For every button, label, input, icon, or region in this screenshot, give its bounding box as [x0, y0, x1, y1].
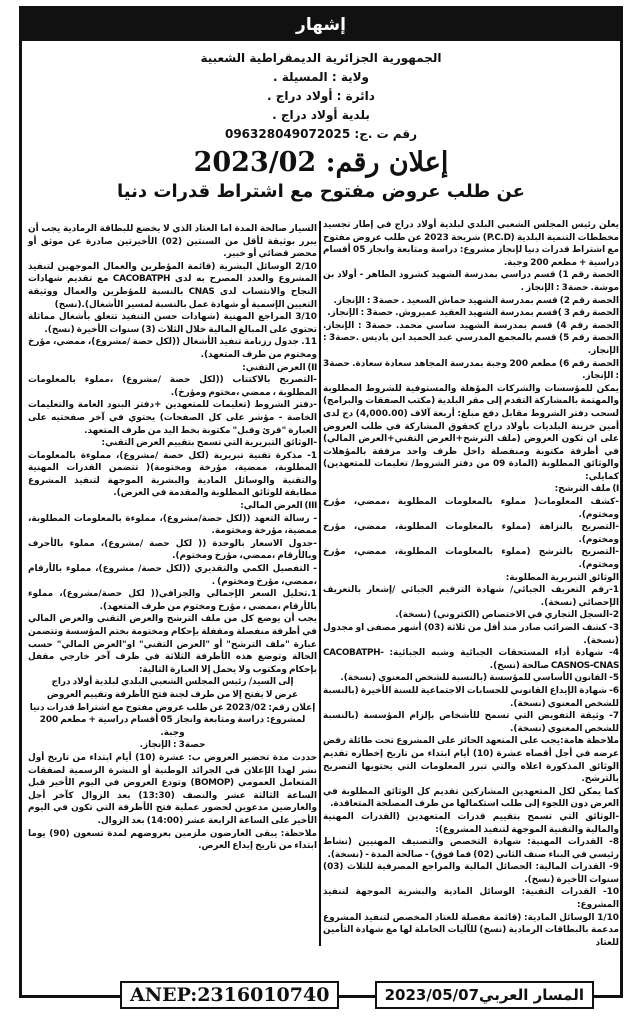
paragraph: -جدول الاسعار بالوحدة (( لكل حصة /مشروع)، مملوء بالأحرف وبالأرقام ،ممضي، مؤرخ ومختوم). — [28, 538, 317, 562]
paragraph: 4- شهادة أداء المستحقات الجبائية وشبه الجبائية: CACOBATPH-CASNOS-CNAS صالحة (نسخ). — [323, 648, 619, 671]
header-line: ولاية : المسيلة . — [272, 70, 370, 84]
ad-header — [22, 49, 620, 204]
paragraph: يجب أن يوضع كل من ملف الترشح والعرض التقني والعرض المالي في أظرفة منفصلة ومقفلة بإحكام ومختومة بختم المؤسسة وتتضمن عبارة "ملف الترشح" أو "العرض التقني" او"العرض المالي" حسب الحالة وتوضع هذه الأظرفة الثلاثة في ظرف آخر خارجي مقفل بإحكام ومكتوب ولا يحمل إلا العبارة التالية: — [28, 614, 317, 675]
publication-date: المسار العربي2023/05/07 — [375, 981, 594, 1009]
paragraph: يمكن للمؤسسات والشركات المؤهلة والمستوفية للشروط المطلوبة والمهتمة بالمشاركة التقدم إلى مقر البلدية (مكتب الصفقات والبرامج) لسحب دفتر الشروط مقابل دفع مبلغ: أربعة آلاف (4,000.00) دج لدى أمين خزينة البلديات بأولاد دراج كحقوق المشاركة في طلب العروض على ان تكون العروض (ملف الترشح+العرض التقني+العرض المالي) في أظرفة مكتوبة ومنفصلة داخل ظرف واحد مرفقة بالمؤهلات والوثائق المطلوبة (المادة 09 من دفتر الشروط/ تعليمات للمتعهدين) كمايلي: — [323, 383, 619, 482]
paragraph: الحصة رقم 2) قسم بمدرسة الشهيد حماش السعيد . حصة3 : الإنجاز. — [333, 295, 619, 306]
left-column — [28, 223, 317, 853]
right-column — [323, 219, 619, 949]
paragraph: 3/10 المراجع المهنية (شهادات حسن التنفيذ تتعلق بأشغال مماثلة تحتوي على المبالغ المالية خلال الثلاث (3) سنوات الأخيرة (نسخ). — [28, 312, 317, 335]
paragraph: I) ملف الترشح: — [554, 484, 619, 495]
ad-banner: إشهار — [22, 9, 620, 41]
paragraph: إلى السيد/ رئيس المجلس الشعبي البلدي لبلدية أولاد دراج — [51, 677, 294, 688]
paragraph: 8- القدرات المهنية: شهادة التخصص والتصنيف المهنيين (نشاط رئيسي في البناء صنف الثاني (02) فما فوق) - صالحة المدة - (نسخة). — [323, 837, 619, 860]
paragraph: الوثائق التبريرية المطلوبة: — [505, 572, 619, 583]
paragraph: السيار صالحة المدة اما العتاد الذي لا يخضع للبطاقة الرمادية يجب أن يبرر بوثيقة لأقل من السنتين (02) الأخيرتين صادرة عن موثق أو محضر قضائي أو خبير. — [28, 224, 317, 260]
paragraph: يعلن رئيس المجلس الشعبي البلدي لبلدية أولاد دراج في إطار تجسيد مخططات التنمية البلدية (P.C.D) شريحة 2023 عن طلب عروض مفتوح مع اشتراط قدرات دنيا لإنجاز مشروع: دراسة ومتابعة وانجاز 05 أقسام دراسية + مطعم 200 وجبة. — [323, 220, 620, 268]
paragraph: 6- شهادة الإيداع القانوني للحسابات الاجتماعية للسنة الأخيرة (بالنسبة للشخص المعنوي (نسخة). — [323, 685, 619, 709]
paragraph: II) العرض التقني: — [242, 362, 317, 373]
paragraph: 1.تحليل السعر الإجمالي والجزافي(( لكل حصة/مشروع)، مملوء بالأرقام ،ممضي ، مؤرخ ومختوم من طرف المتعهد). — [28, 589, 317, 612]
paragraph: - التفصيل الكمي والتقديري ((لكل حصة/ مشروع)، مملوء بالأرقام ،ممضي، مؤرخ ومختوم) . — [28, 564, 317, 587]
paragraph: 3- كشف الضرائب صادر منذ أقل من ثلاثة (03) أشهر مصفى او مجدول (نسخة). — [323, 623, 619, 646]
paragraph: الحصة رقم 4) قسم بمدرسة الشهيد ساسي محمد. حصة3 : الإنجاز. الحصة رقم 5) قسم بالمجمع المدرسي عبد الحميد ابن باديس .حصة3 : الإنجاز. — [323, 320, 619, 356]
paragraph: 5- القانون الأساسي للمؤسسة (بالنسبة للشخص المعنوي (نسخة). — [340, 673, 619, 684]
paragraph: 10- القدرات التقنية: الوسائل المادية والبشرية الموجهة لتنفيذ المشروع: — [323, 887, 619, 911]
paragraph: 1/10 الوسائل المادية: (قائمة مفصلة للعتاد المخصص لتنفيذ المشروع مدعمة بالبطاقات الرمادية (نسخ) للآليات الحاملة لها مع شهادة التأمين للعتاد — [323, 912, 619, 948]
paragraph: -دفتر الشروط (تعليمات للمتعهدين +دفتر البنود العامة والتعليمات الخاصة - مؤشر على كل الصفحات) يحتوي في آخر صفحتيه على العبارة "قرئ وقبل" مكتوبة بخط اليد من طرف المتعهد. — [28, 400, 317, 436]
paragraph: 1- مذكرة تقنية تبريرية (لكل حصة /مشروع)، مملوءة بالمعلومات المطلوبة، ممضية، مؤرخة ومختومة)( تتضمن القدرات المهنية والتقنية والوسائل المادية والبشرية الموجهة لتنفيذ المشروع مطابقة للوثائق المطلوبة والمقدمة في العرض). — [28, 450, 317, 499]
paragraph: عرض لا يفتح إلا من طرف لجنة فتح الأظرفة وتقييم العروض — [46, 689, 299, 700]
header-line: دائرة : أولاد دراج . — [267, 89, 375, 103]
paragraph: -التصريح بالترشح (مملوء بالمعلومات المطلوبة، ممضي، مؤرخ ومختوم). — [323, 547, 619, 571]
paragraph: ملاحظة: يبقى العارضون ملزمين بعروضهم لمدة تسعون (90) يوما ابتداء من تاريخ إيداع العرض. — [28, 828, 317, 852]
announcement-title: إعلان رقم: 2023/02 — [193, 147, 449, 178]
paragraph: - رسالة التعهد ((لكل حصة/مشروع)، مملوءة بالمعلومات المطلوبة، ممضية، مؤرخة ومختومة. — [28, 513, 317, 537]
announcement-subtitle: عن طلب عروض مفتوح مع اشتراط قدرات دنيا — [117, 181, 525, 202]
paragraph: -التصريح بالنزاهة (مملوء بالمعلومات المطلوبة، ممضي، مؤرخ ومختوم). — [323, 522, 619, 545]
paragraph: 1-رقم التعريف الجبائي/ شهادة الترقيم الجبائي /إشعار بالتعريف الإحصائي (نسخة). — [323, 585, 619, 608]
paragraph: الحصة رقم 3 )قسم بمدرسة الشهيد العقيد عميروش. حصة3 : الإنجاز. — [327, 308, 619, 319]
paragraph: كما يمكن لكل المتعهدين المشاركين تقديم كل الوثائق المطلوبة في العرض دون اللجوء إلى طلب استكمالها من طرف المصلحة المتعاقدة. — [323, 786, 619, 810]
paragraph: حددت مدة تحضير العروض ب: عشرة (10) أيام ابتداء من تاريخ أول نشر لهذا الإعلان في الجرائد الوطنية أو النشرة الرسمية لصفقات المتعامل العمومي (BOMOP) وتودع العروض في اليوم الأخير قبل الساعة الثالثة عشر والنصف (13:30) بعد الزوال كآخر أجل والعارضين مدعوين لحضور عملية فتح الأظرفة التي تكون في اليوم الأخير على الساعة الرابعة عشر (14:00) بعد الزوال. — [28, 752, 318, 826]
paragraph: -الوثائق التبريرية التي تسمح بتقييم العرض التقني: — [101, 438, 317, 449]
paragraph: III) العرض المالي: — [240, 501, 317, 512]
paragraph: 2/10 الوسائل البشرية (قائمة المؤطرين والعمال الموجهين لتنفيذ المشروع والعدد المصرح به لدى CACOBATPH مع تقديم شهادات النجاح والانتساب لدى CNAS بالنسبة للمؤطرين والعمال ووثيقة التعيين الإسمية أو شهادة عمل بالنسبة لمسير الأشغال).(نسخ) — [28, 261, 318, 310]
paragraph: -التصريح بالاكتتاب ((لكل حصة /مشروع) ،مملوء بالمعلومات المطلوبة ، ممضي ،مختوم ومؤرخ). — [28, 375, 317, 398]
paragraph: 2-السجل التجاري في الاختصاص (الكتروني) (نسخة). — [395, 610, 619, 621]
paragraph: ملاحظة هامة:يجب على المتعهد الحائز على المشروع تحت طائلة رفض عرضه في أجل أقصاه عشرة (10) أيام ابتداء من تاريخ إخطاره تقديم الوثائق المذكورة اعلاه والتي تبرر المعلومات التي يحتويها التصريح بالترشح. — [323, 736, 619, 785]
advertisement-frame — [19, 6, 623, 1006]
paragraph: -الوثائق التي تسمح بتقييم قدرات المتعهدين (القدرات المهنية والمالية والتقنية الموجهة لتنفيذ المشروع): — [323, 811, 619, 835]
anep-number: ANEP:2316010740 — [120, 981, 339, 1009]
header-line: رقم ت .ج: 096328049072025 — [224, 127, 418, 141]
paragraph: الحصة رقم 1) قسم دراسي بمدرسة الشهيد كشرود الطاهر - أولاد بن موشة. حصة3 : الإنجاز . — [323, 270, 619, 293]
column-divider — [319, 221, 321, 946]
header-line: الجمهورية الجزائرية الديمقراطية الشعبية — [200, 51, 442, 65]
paragraph: 7- وثيقة التفويض التي تسمح للأشخاص بإلزام المؤسسة (بالنسبة للشخص المعنوي (نسخة). — [323, 711, 619, 734]
paragraph: الحصة رقم 6) مطعم 200 وجبة بمدرسة المجاهد سعادة سعادة. حصة3 : الإنجاز. — [323, 358, 619, 382]
paragraph: إعلان رقم: 2023/02 عن طلب عروض مفتوح مع اشتراط قدرات دنيا لمشروع: دراسة ومتابعة وانجاز 05 أقسام دراسية + مطعم 200 وجبة. — [29, 702, 316, 738]
paragraph: 9- القدرات المالية: الحصائل المالية والمراجع المصرفية للثلاث (03) سنوات الأخيرة (نسخ). — [323, 862, 619, 885]
header-line: بلدية أولاد دراج . — [272, 108, 370, 122]
paragraph: 11. جدول رزنامة تنفيذ الأشغال ((لكل حصة /مشروع)، ممضي، مؤرخ ومختوم من طرف المتعهد). — [28, 337, 317, 360]
paragraph: -كشف المعلومات( مملوء بالمعلومات المطلوبة ،ممضي، مؤرخ ومختوم). — [323, 497, 619, 520]
paragraph: حصة3 : الإنجاز. — [139, 740, 206, 751]
